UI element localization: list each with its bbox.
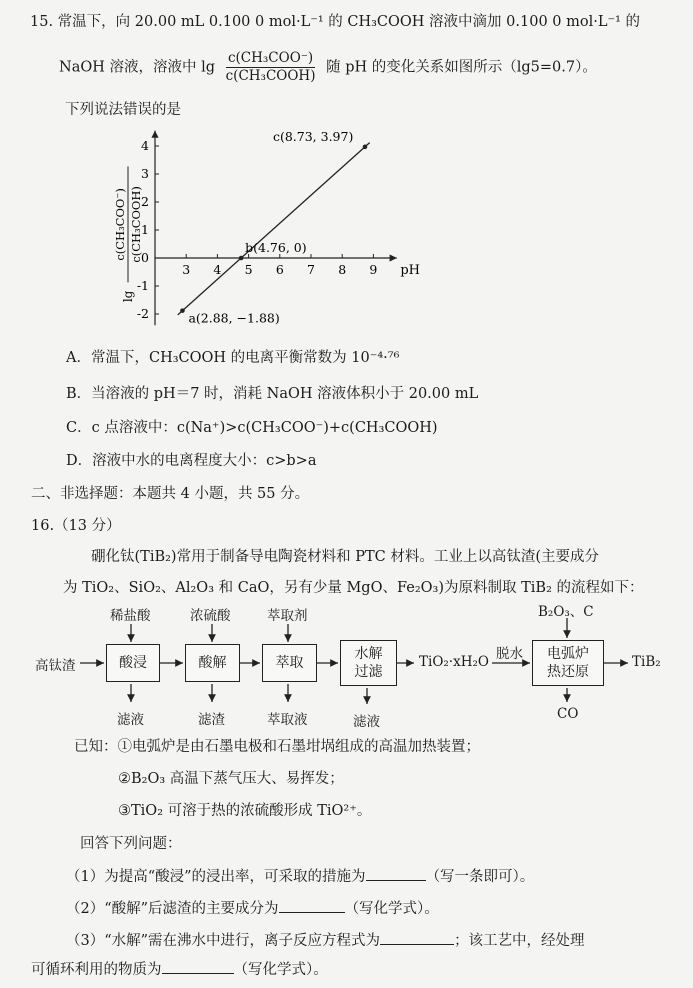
answer-blank-4[interactable]	[162, 959, 234, 974]
q16-part-3-cont-note: （写化学式）。	[233, 962, 328, 978]
output-residue: 滤渣	[198, 712, 225, 728]
y-label-lg: lg	[121, 290, 135, 303]
known-3: ③TiO₂ 可溶于热的浓硫酸形成 TiO²⁺。	[118, 803, 372, 819]
step-arc-furnace-label-1: 电弧炉	[547, 646, 589, 662]
flow-mid-product: TiO₂·xH₂O	[419, 654, 489, 670]
data-point	[180, 308, 185, 313]
q16-part-3-cont	[31, 959, 328, 980]
y-label-numerator: c(CH₃COO⁻)	[113, 188, 127, 261]
q16-part-1-note: （写一条即可）。	[425, 869, 535, 885]
y-tick-label: 3	[141, 166, 149, 181]
step-hydrolysis-label-2: 过滤	[354, 664, 383, 680]
q16-part-3-text: （3）“水解”需在沸水中进行，离子反应方程式为	[66, 933, 381, 949]
series-line	[178, 143, 370, 315]
q15-line2-start: NaOH 溶液，溶液中 lg	[59, 59, 216, 76]
y-tick-label: 2	[141, 194, 149, 209]
input-dilute-hcl: 稀盐酸	[110, 608, 151, 624]
q16-part-3	[66, 930, 585, 951]
y-tick-label: -2	[136, 306, 149, 321]
q16-part-1-text: （1）为提高“酸浸”的浸出率，可采取的措施为	[66, 869, 366, 885]
q15-line1: 15. 常温下，向 20.00 mL 0.100 0 mol·L⁻¹ 的 CH₃COOH 溶液中滴加 0.100 0 mol·L⁻¹ 的	[30, 14, 641, 30]
input-b2o3-c: B₂O₃、C	[538, 604, 594, 620]
output-co: CO	[557, 706, 579, 722]
y-label-denominator: c(CH₃COOH)	[129, 186, 143, 263]
step-acid-leach-box	[106, 644, 160, 682]
flow-end-product: TiB₂	[632, 654, 661, 670]
data-point-label: b(4.76, 0)	[245, 240, 307, 255]
answer-blank-1[interactable]	[366, 866, 426, 881]
y-tick-label: 4	[141, 138, 149, 153]
answer-prompt: 回答下列问题：	[80, 836, 182, 852]
q15-option-b: B．当溶液的 pH＝7 时，消耗 NaOH 溶液体积小于 20.00 mL	[66, 386, 479, 402]
data-point	[239, 256, 244, 261]
x-tick-label: 9	[369, 262, 378, 277]
step-hydrolysis-label-1: 水解	[354, 646, 383, 662]
input-extractant: 萃取剂	[267, 608, 308, 624]
y-tick-label: -1	[136, 278, 149, 293]
frac-numerator: c(CH₃COO⁻)	[226, 50, 316, 68]
q16-part-1	[66, 866, 534, 887]
output-filtrate-2: 滤液	[353, 714, 380, 730]
known-1: 已知：①电弧炉是由石墨电极和石墨坩埚组成的高温加热装置；	[74, 739, 480, 755]
x-tick-label: 7	[307, 262, 315, 277]
ph-log-ratio-chart	[100, 122, 430, 340]
step-arc-furnace-box	[532, 640, 604, 686]
q15-option-a: A．常温下，CH₃COOH 的电离平衡常数为 10⁻⁴·⁷⁶	[66, 350, 400, 366]
q16-part-3-note: ；该工艺中，经处理	[454, 933, 585, 949]
x-axis-label: pH	[400, 263, 421, 278]
input-conc-h2so4: 浓硫酸	[190, 608, 231, 624]
output-extract-liquid: 萃取液	[267, 712, 308, 728]
q16-intro-2: 为 TiO₂、SiO₂、Al₂O₃ 和 CaO，另有少量 MgO、Fe₂O₃)为原料制取 TiB₂ 的流程如下：	[63, 580, 644, 596]
q16-part-2-text: （2）“酸解”后滤渣的主要成分为	[66, 901, 279, 917]
q16-part-3-cont-text: 可循环利用的物质为	[31, 962, 162, 978]
data-point-label: a(2.88, −1.88)	[188, 310, 280, 326]
q16-part-2	[66, 898, 439, 919]
step-extraction-label: 萃取	[275, 655, 304, 671]
step-extraction-box	[262, 644, 317, 682]
q15-fraction	[226, 50, 316, 85]
frac-denominator: c(CH₃COOH)	[225, 68, 316, 84]
y-tick-label: 1	[141, 222, 149, 237]
q15-option-d: D．溶液中水的电离程度大小：c>b>a	[66, 453, 317, 469]
x-tick-label: 4	[213, 262, 222, 277]
step-hydrolysis-box	[340, 640, 397, 686]
flow-dehydrate-label: 脱水	[496, 646, 523, 662]
step-acid-digest-label: 酸解	[198, 655, 227, 671]
step-acid-leach-label: 酸浸	[119, 655, 147, 671]
q15-option-c: C．c 点溶液中：c(Na⁺)>c(CH₃COO⁻)+c(CH₃COOH)	[66, 420, 438, 436]
step-acid-digest-box	[185, 644, 240, 682]
known-2: ②B₂O₃ 高温下蒸气压大、易挥发；	[118, 771, 344, 787]
x-tick-label: 6	[275, 262, 284, 277]
output-filtrate-1: 滤液	[117, 712, 144, 728]
q15-line2	[59, 50, 597, 85]
data-point	[363, 145, 368, 150]
q15-prompt: 下列说法错误的是	[65, 102, 181, 118]
step-arc-furnace-label-2: 热还原	[547, 664, 589, 680]
q16-head: 16.（13 分）	[31, 518, 121, 534]
x-tick-label: 5	[244, 262, 253, 277]
data-point-label: c(8.73, 3.97)	[272, 128, 354, 144]
flow-start-label: 高钛渣	[35, 658, 76, 674]
answer-blank-2[interactable]	[279, 898, 345, 913]
answer-blank-3[interactable]	[380, 930, 454, 945]
section-2-title: 二、非选择题：本题共 4 小题，共 55 分。	[31, 486, 310, 502]
q15-line2-end: 随 pH 的变化关系如图所示（lg5=0.7）。	[326, 59, 597, 76]
x-tick-label: 8	[338, 262, 347, 277]
origin-label: 0	[141, 250, 149, 265]
x-tick-label: 3	[182, 262, 191, 277]
q16-intro-1: 硼化钛(TiB₂)常用于制备导电陶瓷材料和 PTC 材料。工业上以高钛渣(主要成分	[91, 549, 599, 565]
q16-part-2-note: （写化学式）。	[344, 901, 439, 917]
